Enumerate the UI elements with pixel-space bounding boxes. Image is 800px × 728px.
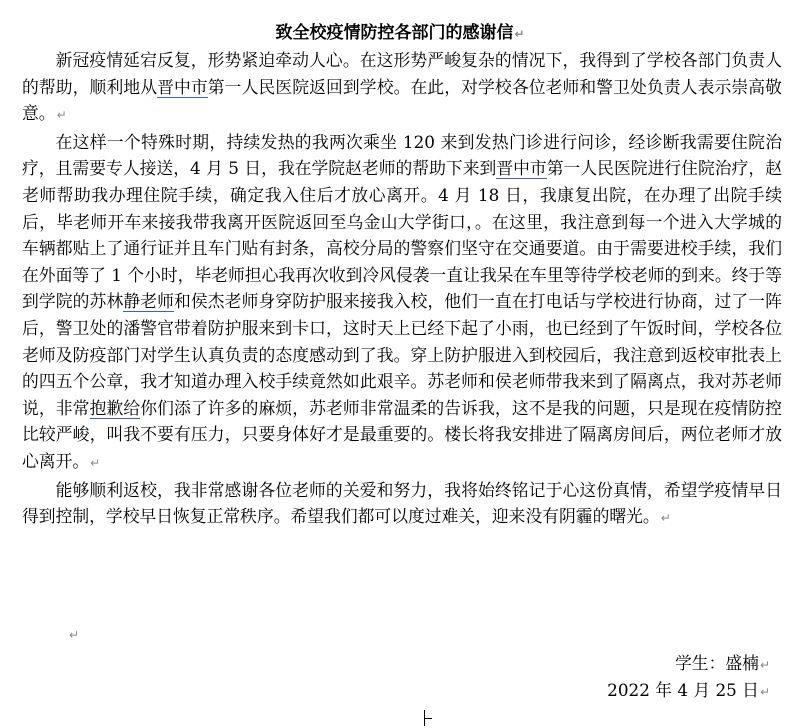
cursor-paragraph-mark-icon (424, 718, 432, 719)
paragraph-mark-icon: ↵ (90, 455, 101, 470)
signature-line: 学生：盛楠↵ (675, 653, 770, 673)
paragraph-mark-icon: ↵ (660, 511, 671, 526)
paragraph-mark-icon: ↵ (56, 108, 67, 123)
document-title: 致全校疫情防控各部门的感谢信↵ (275, 23, 525, 43)
paragraph-mark-icon: ↵ (69, 628, 80, 642)
document-body[interactable] (22, 47, 782, 532)
paragraph-3: 能够顺利返校，我非常感谢各位老师的关爱和努力，我将始终铭记于心这份真情，希望学疫情早日得到控制，学校早日恢复正常秩序。希望我们都可以度过难关，迎来没有阴霾的曙光。↵ (22, 479, 782, 527)
paragraph-mark-icon: ↵ (759, 685, 770, 699)
spellcheck-underline[interactable]: 晋中市 (157, 76, 208, 97)
paragraph-mark-icon: ↵ (759, 658, 770, 672)
empty-paragraph (68, 624, 79, 643)
spellcheck-underline[interactable]: 抱歉给 (89, 397, 141, 418)
spellcheck-underline[interactable]: 晋中市 (496, 158, 547, 179)
paragraph-1: 新冠疫情延宕反复，形势紧迫牵动人心。在这形势严峻复杂的情况下，我得到了学校各部门负责人的帮助，顺利地从晋中市第一人民医院返回到学校。在此，对学校各位老师和警卫处负责人表示崇高敬意。↵ (22, 50, 782, 124)
paragraph-2: 在这样一个特殊时期，持续发热的我两次乘坐 120 来到发热门诊进行问诊，经诊断我需要住院治疗，且需要专人接送，4 月 5 日，我在学院赵老师的帮助下来到晋中市第一人民医院进行住院治疗，赵老师帮助我办理住院手续，确定我入住后才放心离开。4 月 18 日，我康复出院，在办理了出院手续后，毕老师开车来接我带我离开医院返回至乌金山大学街口，。在这里，我注意到每一个进入大学城的车辆都贴上了通行证并且车门贴有封条，高校分局的警察们坚守在交通要道。由于需要进校手续，我们在外面等了 1 个小时，毕老师担心我再次收到冷风侵袭一直让我呆在车里等待学校老师的到来。终于等到学院的苏林静老师和侯杰老师身穿防护服来接我入校，他们一直在打电话与学校进行协商，过了一阵后，警卫处的潘警官带着防护服来到卡口，这时天上已经下起了小雨，也已经到了午饭时间，学校各位老师及防疫部门对学生认真负责的态度感动到了我。穿上防护服进入到校园后，我注意到返校审批表上的四五个公章，我才知道办理入校手续竟然如此艰辛。苏老师和侯老师带我来到了隔离点，我对苏老师说，非常抱歉给你们添了许多的麻烦，苏老师非常温柔的告诉我，这不是我的问题，只是现在疫情防控比较严峻，叫我不要有压力，只要身体好才是最重要的。楼长将我安排进了隔离房间后，两位老师才放心离开。↵ (22, 131, 782, 471)
spellcheck-underline[interactable]: 静老师 (123, 291, 175, 312)
date-line: 2022 年 4 月 25 日↵ (607, 680, 770, 700)
paragraph-mark-icon: ↵ (514, 27, 525, 41)
